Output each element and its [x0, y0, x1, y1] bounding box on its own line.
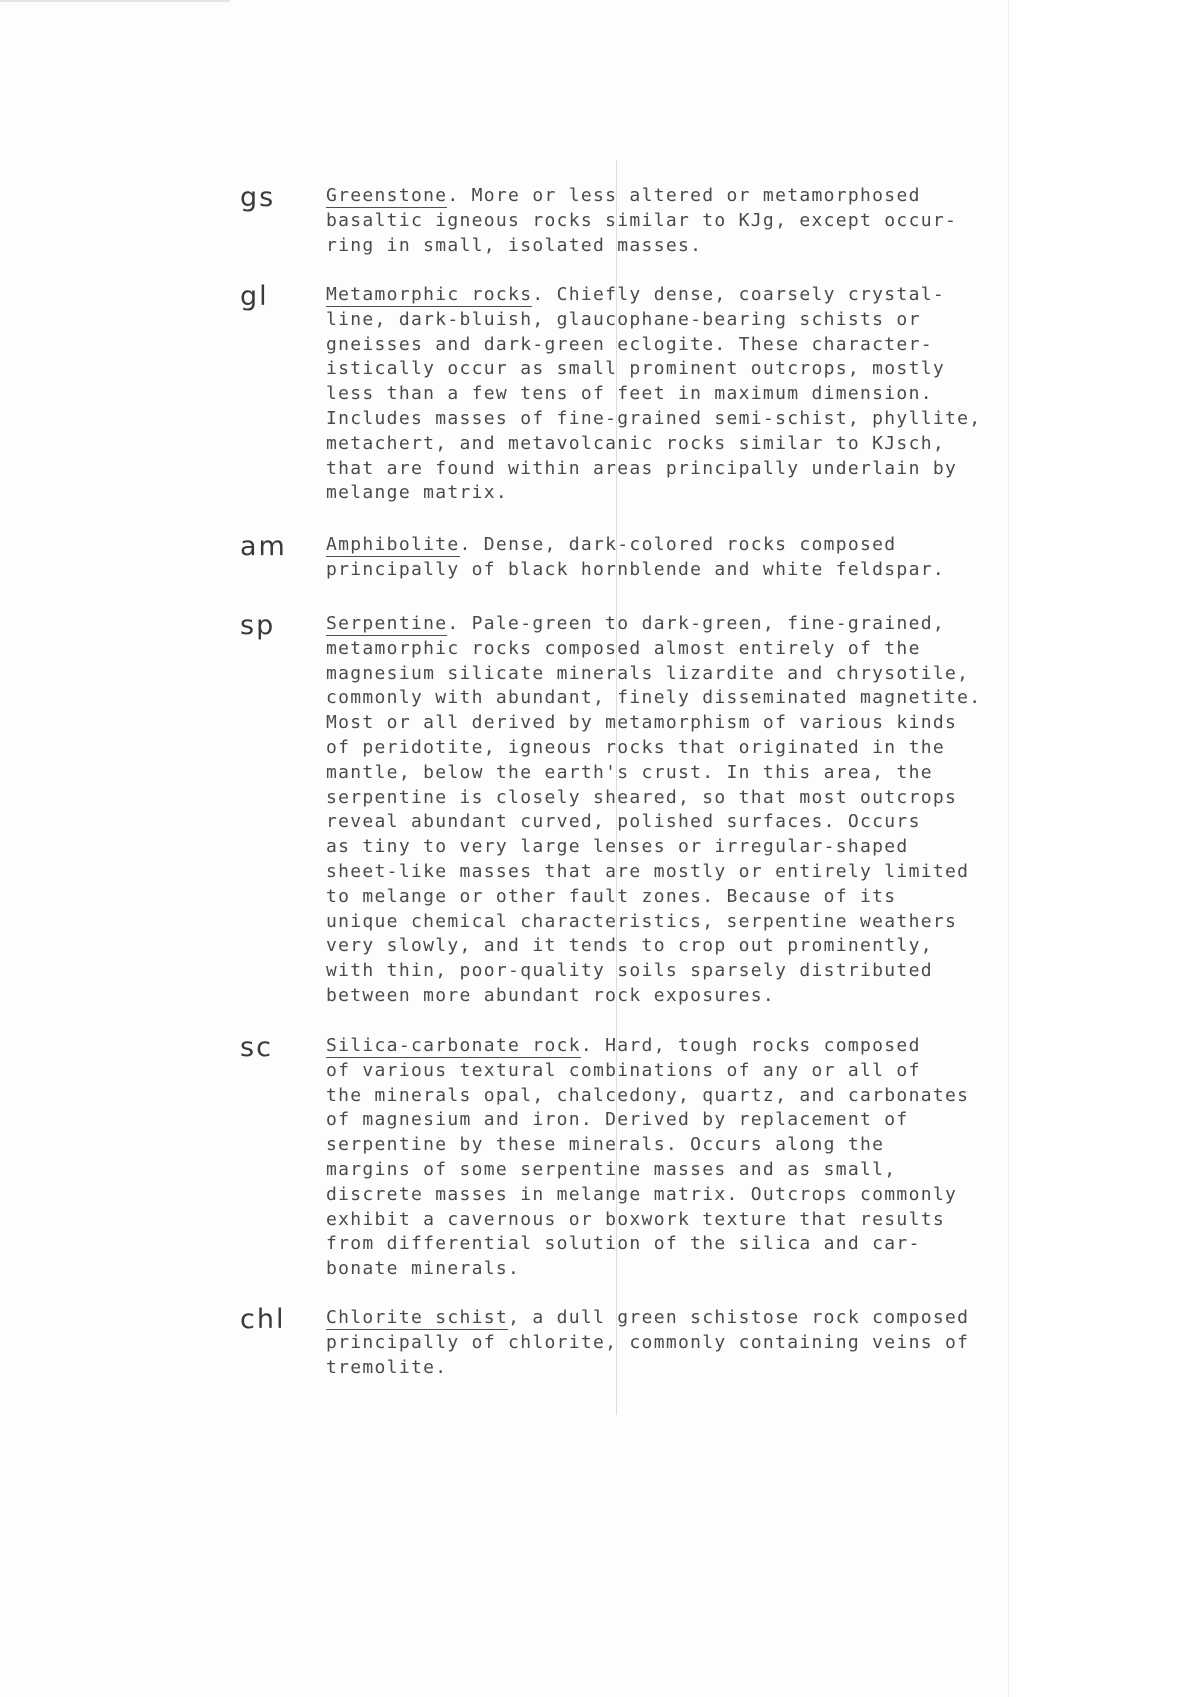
unit-description: Greenstone. More or less altered or metamorphosed basaltic igneous rocks similar to KJg, except occur- ring in small, isolated masses. — [326, 185, 958, 256]
unit-symbol: gl — [240, 281, 269, 312]
unit-symbol: sp — [240, 610, 276, 641]
unit-name: Silica-carbonate rock — [326, 1035, 581, 1056]
unit-symbol: gs — [240, 182, 276, 213]
page-top-edge — [0, 0, 230, 2]
unit-name: Metamorphic rocks — [326, 284, 533, 305]
unit-name: Serpentine — [326, 613, 448, 634]
unit-symbol: chl — [240, 1304, 286, 1335]
unit-description: Metamorphic rocks. Chiefly dense, coarsely crystal- line, dark-bluish, glaucophane-bearing schists or gneisses and dark-green eclogite. These character- istically occur as small prominent outcrops, mostly less than a few tens of feet in maximum dimension. Includes masses of fine-grained semi-schist, phyllite, metachert, and metavolcanic rocks similar to KJsch, that are found within areas principally underlain by melange matrix. — [326, 284, 982, 504]
unit-name: Amphibolite — [326, 534, 460, 555]
page-right-margin — [1008, 0, 1200, 1697]
unit-description: Serpentine. Pale-green to dark-green, fine-grained, metamorphic rocks composed almost entirely of the magnesium silicate minerals lizardite and chrysotile, commonly with abundant, finely disseminated magnetite. Most or all derived by metamorphism of various kinds of peridotite, igneous rocks that originated in the mantle, below the earth's crust. In this area, the serpentine is closely sheared, so that most outcrops reveal abundant curved, polished surfaces. Occurs as tiny to very large lenses or irregular-shaped sheet-like masses that are mostly or entirely limited to melange or other fault zones. Because of its unique chemical characteristics, serpentine weathers very slowly, and it tends to crop out prominently, with thin, poor-quality soils sparsely distributed between more abundant rock exposures. — [326, 613, 982, 1006]
unit-symbol: sc — [240, 1032, 273, 1063]
unit-symbol: am — [240, 531, 287, 562]
unit-name: Greenstone — [326, 185, 448, 206]
unit-description: Amphibolite. Dense, dark-colored rocks composed principally of black hornblende and white feldspar. — [326, 534, 945, 580]
unit-description: Silica-carbonate rock. Hard, tough rocks composed of various textural combinations of any or all of the minerals opal, chalcedony, quartz, and carbonates of magnesium and iron. Derived by replacement of serpentine by these minerals. Occurs along the margins of some serpentine masses and as small, discrete masses in melange matrix. Outcrops commonly exhibit a cavernous or boxwork texture that results from differential solution of the silica and car- bonate minerals. — [326, 1035, 970, 1280]
unit-description: Chlorite schist, a dull green schistose rock composed principally of chlorite, commonly containing veins of tremolite. — [326, 1307, 970, 1378]
unit-name: Chlorite schist — [326, 1307, 509, 1328]
